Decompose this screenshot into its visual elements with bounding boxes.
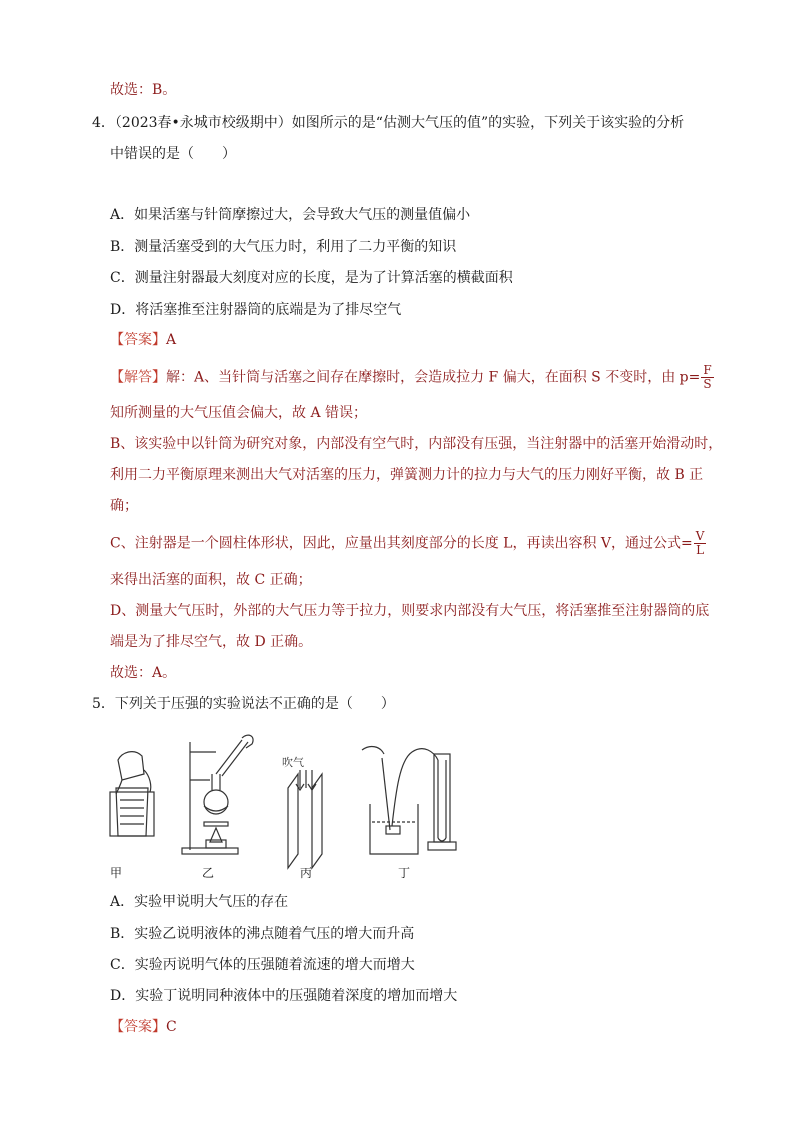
q5-option-a: A．实验甲说明大气压的存在: [110, 894, 289, 910]
q5-option-c: C．实验丙说明气体的压强随着流速的增大而增大: [110, 957, 415, 973]
q4-option-b: B．测量活塞受到的大气压力时，利用了二力平衡的知识: [110, 239, 457, 255]
q5-answer: [110, 1017, 177, 1037]
figure-blow-label: 吹气: [282, 756, 304, 769]
q4-stem-line1: 4．（2023春•永城市校级期中）如图所示的是“估测大气压的值”的实验，下列关于该实验的分析: [92, 115, 685, 131]
q5-figure: [100, 730, 460, 880]
q4-analysis-d-line2: 端是为了排尽空气，故 D 正确。: [110, 634, 313, 650]
caption-bing: 丙: [300, 866, 313, 880]
q4-option-d: D．将活塞推至注射器筒的底端是为了排尽空气: [110, 302, 402, 318]
prev-final-answer: 故选：B。: [110, 82, 177, 98]
q4-analysis-c-line2: 来得出活塞的面积，故 C 正确；: [110, 572, 312, 588]
caption-jia: 甲: [110, 866, 123, 880]
q4-analysis-b-line2: 利用二力平衡原理来测出大气对活塞的压力，弹簧测力计的拉力与大气的压力刚好平衡，故 B 正: [110, 467, 704, 483]
q5-stem: 5．下列关于压强的实验说法不正确的是（ ）: [92, 696, 395, 712]
caption-ding: 丁: [398, 866, 411, 880]
q4-final-answer: 故选：A。: [110, 665, 177, 681]
q4-stem-line2: 中错误的是（ ）: [110, 146, 236, 162]
experiment-bing-illustration: [288, 770, 322, 868]
answer-value: A: [166, 332, 177, 348]
analysis-c-text: C、注射器是一个圆柱体形状，因此，应量出其刻度部分的长度 L，再读出容积 V，通过公式=: [110, 535, 693, 552]
fraction-denominator: S: [703, 377, 712, 391]
q5-option-d: D．实验丁说明同种液体中的压强随着深度的增加而增大: [110, 988, 458, 1004]
q4-analysis-a: [110, 364, 715, 391]
fraction-v-over-l: [694, 530, 707, 557]
q4-analysis-b-line1: B、该实验中以针筒为研究对象，内部没有空气时，内部没有压强，当注射器中的活塞开始滑动时，: [110, 436, 723, 452]
experiment-jia-illustration: [110, 752, 154, 836]
q4-answer: [110, 330, 176, 350]
experiment-ding-illustration: [362, 747, 456, 854]
answer-label: 【答案】: [110, 332, 166, 348]
analysis-a-text: 解：A、当针筒与活塞之间存在摩擦时，会造成拉力 F 偏大，在面积 S 不变时，由 p=: [166, 369, 701, 386]
fraction-denominator: L: [696, 543, 705, 557]
answer-label: 【答案】: [110, 1019, 166, 1035]
analysis-label: 【解答】: [110, 369, 166, 386]
fraction-f-over-s: [701, 364, 713, 391]
q4-analysis-b-line3: 确；: [110, 498, 138, 514]
q4-analysis-d-line1: D、测量大气压时，外部的大气压力等于拉力，则要求内部没有大气压，将活塞推至注射器筒的底: [110, 603, 710, 619]
answer-value: C: [166, 1019, 177, 1035]
fraction-numerator: F: [703, 363, 712, 377]
q4-analysis-a-line2: 知所测量的大气压值会偏大，故 A 错误；: [110, 405, 368, 421]
q4-option-a: A．如果活塞与针筒摩擦过大，会导致大气压的测量值偏小: [110, 207, 471, 223]
q4-analysis-c: [110, 530, 707, 557]
fraction-numerator: V: [695, 529, 705, 543]
caption-yi: 乙: [202, 866, 215, 880]
experiment-figure-svg: [100, 730, 460, 880]
experiment-yi-illustration: [182, 735, 253, 854]
q4-option-c: C．测量注射器最大刻度对应的长度，是为了计算活塞的横截面积: [110, 270, 513, 286]
q5-option-b: B．实验乙说明液体的沸点随着气压的增大而升高: [110, 926, 415, 942]
